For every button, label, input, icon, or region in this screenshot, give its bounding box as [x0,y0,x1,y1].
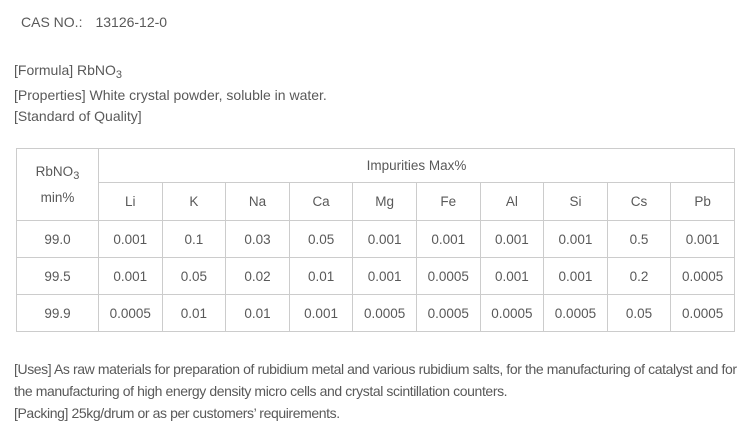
corner-header-cell [17,149,99,221]
impurity-value-cell: 0.01 [226,295,290,332]
impurity-value-cell: 0.0005 [416,295,480,332]
impurity-value-cell: 0.001 [416,221,480,258]
table-row [17,221,735,258]
impurity-value-cell: 0.001 [99,258,163,295]
purity-cell: 99.5 [17,258,99,295]
impurity-value-cell: 0.0005 [353,295,417,332]
impurity-value-cell: 0.05 [289,221,353,258]
impurity-value-cell: 0.001 [289,295,353,332]
impurity-value-cell: 0.2 [607,258,671,295]
quality-standard-table [16,148,735,332]
impurity-value-cell: 0.001 [353,258,417,295]
impurity-value-cell: 0.1 [162,221,226,258]
impurity-value-cell: 0.0005 [671,295,735,332]
impurity-value-cell: 0.01 [289,258,353,295]
impurity-value-cell: 0.0005 [99,295,163,332]
corner-formula-subscript: 3 [73,169,80,182]
impurity-value-cell: 0.0005 [544,295,608,332]
impurity-value-cell: 0.0005 [671,258,735,295]
formula-line [14,60,749,81]
element-header-cell: Li [99,183,163,221]
impurity-value-cell: 0.001 [544,258,608,295]
properties-line: [Properties] White crystal powder, soluble in water. [14,87,327,103]
impurity-value-cell: 0.001 [480,221,544,258]
impurity-value-cell: 0.001 [671,221,735,258]
element-header-cell: Ca [289,183,353,221]
impurity-value-cell: 0.05 [162,258,226,295]
corner-min-percent: min% [40,189,75,205]
element-header-cell: Pb [671,183,735,221]
impurity-value-cell: 0.001 [353,221,417,258]
impurity-value-cell: 0.0005 [416,258,480,295]
element-header-cell: K [162,183,226,221]
impurity-value-cell: 0.5 [607,221,671,258]
element-header-cell: Na [226,183,290,221]
cas-label: CAS NO.: [21,14,83,30]
table-row [17,258,735,295]
element-header-cell: Al [480,183,544,221]
formula-subscript: 3 [115,69,123,81]
impurity-value-cell: 0.001 [99,221,163,258]
product-info-block [14,60,749,127]
purity-cell: 99.9 [17,295,99,332]
table-header-row-2 [17,183,735,221]
cas-value: 13126-12-0 [95,14,168,30]
uses-paragraph: [Uses] As raw materials for preparation of rubidium metal and various rubidium salts, for the manufacturing of catalyst and for the manufacturing of high energy density micro cells and crystal scintillation counters. [14,361,737,399]
table-row [17,295,735,332]
element-header-cell: Mg [353,183,417,221]
element-header-cell: Cs [607,183,671,221]
formula-base: RbNO [77,62,116,78]
table-header-row-1 [17,149,735,183]
corner-formula-base: RbNO [35,163,74,179]
impurity-value-cell: 0.001 [544,221,608,258]
formula-value [77,62,123,81]
element-header-cell: Si [544,183,608,221]
standard-of-quality-line: [Standard of Quality] [14,108,142,124]
packing-paragraph: [Packing] 25kg/drum or as per customers’ requirements. [14,405,340,421]
product-footer-block [14,358,749,424]
impurity-value-cell: 0.01 [162,295,226,332]
impurity-value-cell: 0.02 [226,258,290,295]
corner-formula [17,159,98,185]
impurities-span-header: Impurities Max% [99,149,735,183]
impurity-value-cell: 0.001 [480,258,544,295]
formula-label: [Formula] [14,62,74,78]
impurity-value-cell: 0.0005 [480,295,544,332]
purity-cell: 99.0 [17,221,99,258]
impurity-value-cell: 0.03 [226,221,290,258]
element-header-cell: Fe [416,183,480,221]
impurity-value-cell: 0.05 [607,295,671,332]
cas-number-line [0,0,749,31]
